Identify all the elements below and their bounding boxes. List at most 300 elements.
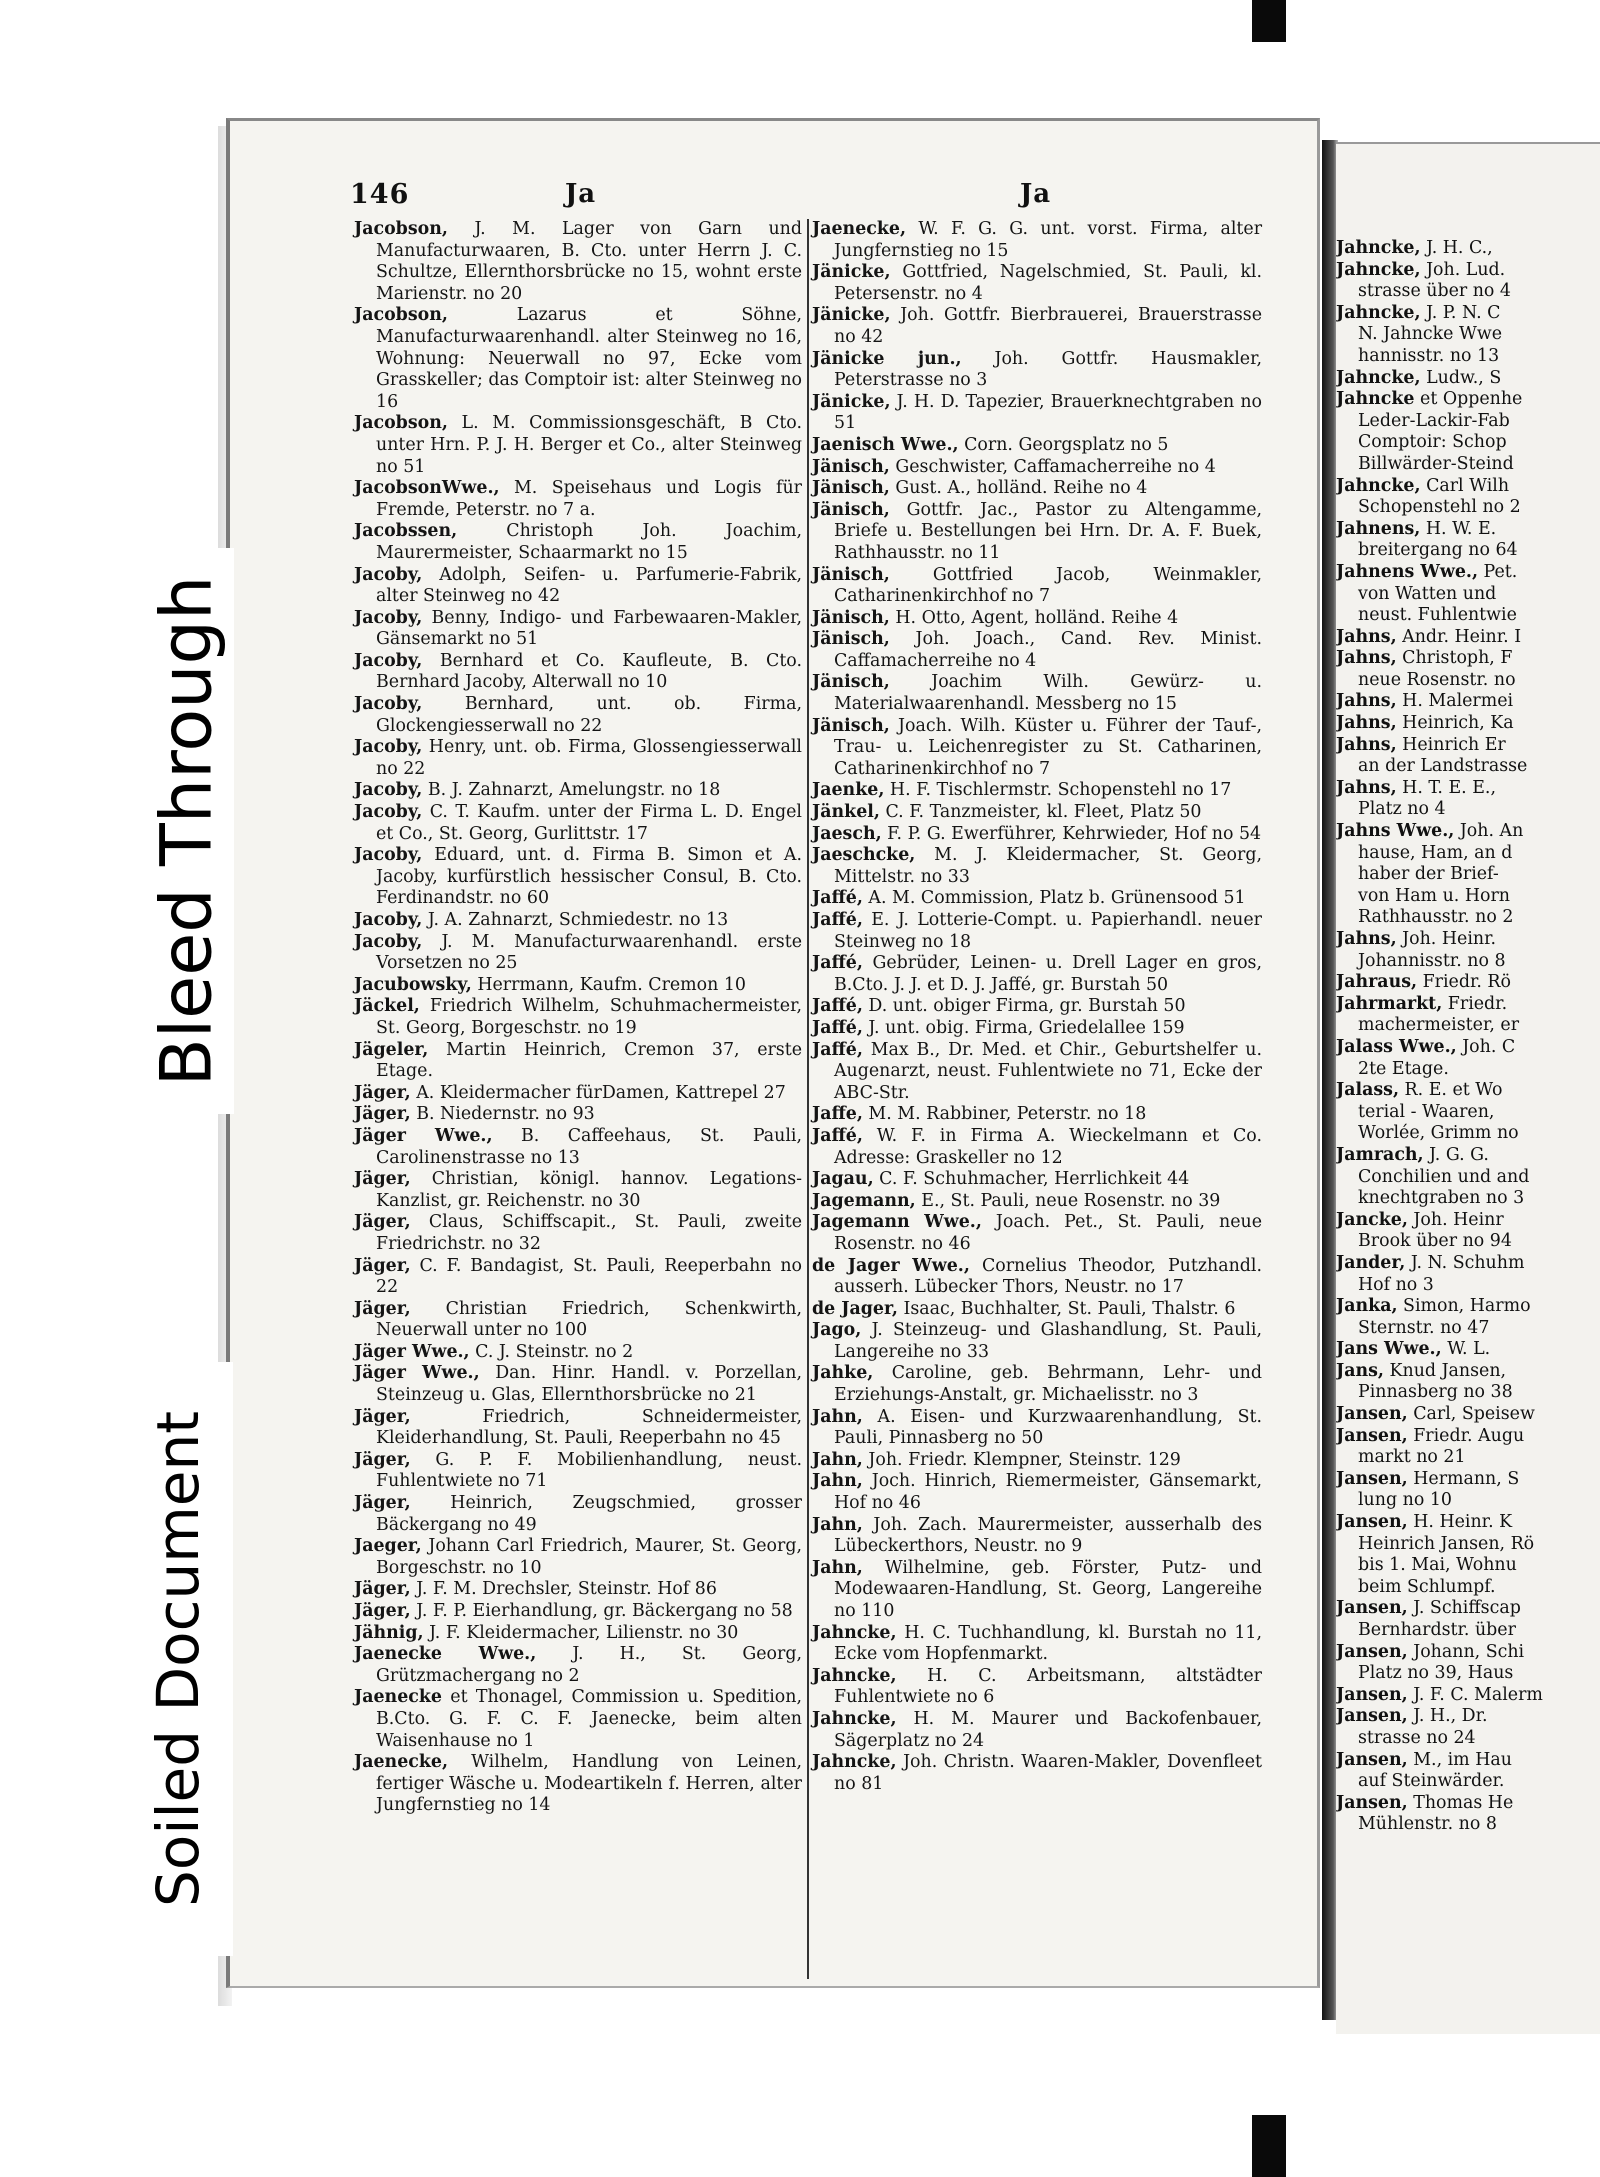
directory-entry: [354, 521, 802, 564]
adjacent-entry-text: Comptoir: Schop: [1358, 432, 1507, 453]
entry-details: H. F. Tischlermstr. Schopenstehl no 17: [889, 780, 1232, 801]
directory-entry: [354, 1644, 802, 1687]
entry-details: Caroline, geb. Behrmann, Lehr- und Erziehungs-Anstalt, gr. Michaelisstr. no 3: [834, 1363, 1262, 1406]
adjacent-page-line: [1336, 1404, 1600, 1426]
adjacent-entry-text: Billwärder-Steind: [1358, 453, 1514, 474]
adjacent-entry-name: Jahncke: [1336, 389, 1415, 410]
entry-name: Jänisch,: [812, 715, 890, 736]
directory-entry: [812, 1299, 1262, 1321]
adjacent-page-line: [1336, 1706, 1600, 1728]
entry-name: Jaffé,: [812, 996, 863, 1017]
entry-name: Jaenecke Wwe.,: [354, 1644, 537, 1665]
entry-name: Jago,: [812, 1320, 862, 1341]
adjacent-entry-text: neust. Fuhlentwie: [1358, 605, 1517, 626]
adjacent-entry-text: Carl, Speisew: [1407, 1404, 1535, 1425]
directory-entry: [354, 413, 802, 478]
entry-name: Jagemann Wwe.,: [812, 1212, 982, 1233]
adjacent-entry-name: Jamrach,: [1336, 1144, 1424, 1165]
entry-details: Bernhard et Co. Kaufleute, B. Cto. Bernhard Jacoby, Alterwall no 10: [376, 650, 803, 693]
entry-details: L. M. Commissionsgeschäft, B Cto. unter Hrn. P. J. H. Berger et Co., alter Steinweg no 51: [376, 413, 802, 477]
entry-details: M. Speisehaus und Logis für Fremde, Peterstr. no 7 a.: [376, 478, 802, 520]
directory-entry: [354, 845, 802, 910]
adjacent-entry-text: Joh. An: [1454, 821, 1524, 842]
entry-details: C. J. Steinstr. no 2: [475, 1341, 634, 1362]
adjacent-entry-name: Jansen,: [1336, 1598, 1408, 1619]
entry-details: J. H., St. Georg, Grützmachergang no 2: [376, 1644, 803, 1686]
adjacent-entry-text: von Watten und: [1358, 583, 1497, 604]
adjacent-page-line: [1336, 1447, 1600, 1469]
entry-details: A. M. Commission, Platz b. Grünensood 51: [868, 888, 1246, 909]
directory-entry: [354, 608, 802, 651]
entry-name: Jahn,: [812, 1557, 863, 1578]
entry-details: G. P. F. Mobilienhandlung, neust. Fuhlentwiete no 71: [376, 1449, 803, 1492]
adjacent-entry-name: Jahns,: [1336, 734, 1397, 755]
entry-name: Jäger Wwe.,: [354, 1363, 480, 1384]
adjacent-page-line: [1336, 1642, 1600, 1664]
entry-name: Jänicke jun.,: [812, 348, 962, 369]
directory-entry: [812, 565, 1262, 608]
adjacent-entry-name: Jahns,: [1336, 777, 1397, 798]
adjacent-page-line: [1336, 1728, 1600, 1750]
adjacent-entry-name: Jansen,: [1336, 1425, 1408, 1446]
entry-details: Joh. Zach. Maurermeister, ausserhalb des Lübeckerthors, Neustr. no 9: [834, 1514, 1262, 1557]
adjacent-entry-name: Jansen,: [1336, 1706, 1408, 1727]
adjacent-entry-text: H. Malermei: [1396, 691, 1514, 712]
entry-details: Gust. A., holländ. Reihe no 4: [895, 478, 1148, 499]
directory-entry: [812, 1623, 1262, 1666]
entry-details: Joh. Christn. Waaren-Makler, Dovenfleet no 81: [834, 1752, 1262, 1794]
directory-entry: [812, 1752, 1262, 1795]
entry-details: J. M. Lager von Garn und Manufacturwaaren, B. Cto. unter Herrn J. C. Schultze, Ellernthorsbrücke no 15, wohnt erste Marienstr. no 20: [376, 219, 802, 304]
adjacent-entry-text: J. H., Dr.: [1407, 1706, 1488, 1727]
adjacent-page-line: [1336, 605, 1600, 627]
entry-name: Jacobson,: [354, 413, 448, 434]
entry-details: B. J. Zahnarzt, Amelungstr. no 18: [427, 780, 721, 801]
entry-details: Joch. Hinrich, Riemermeister, Gänsemarkt, Hof no 46: [834, 1471, 1262, 1514]
adjacent-page-line: [1336, 1037, 1600, 1059]
entry-details: Geschwister, Caffamacherreihe no 4: [895, 456, 1216, 477]
adjacent-entry-name: Jansen,: [1336, 1404, 1408, 1425]
directory-entry: [354, 1687, 802, 1752]
entry-name: Jäger,: [354, 1493, 411, 1514]
adjacent-entry-text: J. N. Schuhm: [1405, 1252, 1525, 1273]
directory-entry: [812, 1363, 1262, 1406]
left-column: [354, 219, 802, 1817]
directory-entry: [354, 1752, 802, 1817]
adjacent-entry-text: haber der Brief-: [1358, 864, 1499, 885]
entry-name: Jäckel,: [354, 996, 420, 1017]
adjacent-entry-text: beim Schlumpf.: [1358, 1576, 1496, 1597]
entry-details: et Thonagel, Commission u. Spedition, B.Cto. G. F. C. F. Jaenecke, beim alten Waisenhause no 1: [376, 1687, 802, 1751]
adjacent-entry-text: Johannisstr. no 8: [1358, 950, 1506, 971]
soiled-document-label: [123, 1362, 233, 1956]
entry-name: Jahncke,: [812, 1665, 897, 1686]
entry-name: Jäger,: [354, 1255, 411, 1276]
entry-name: Jänicke,: [812, 305, 891, 326]
directory-entry: [812, 1515, 1262, 1558]
entry-name: Jaenecke,: [354, 1752, 449, 1773]
adjacent-page-line: [1336, 1059, 1600, 1081]
entry-name: Jahn,: [812, 1406, 863, 1427]
entry-details: M. J. Kleidermacher, St. Georg, Mittelstr. no 33: [834, 845, 1262, 887]
adjacent-page-line: [1336, 303, 1600, 325]
adjacent-entry-name: Jalass Wwe.,: [1336, 1036, 1457, 1057]
adjacent-page-line: [1336, 1339, 1600, 1361]
entry-name: Jahn,: [812, 1449, 863, 1470]
entry-name: Jacoby,: [354, 564, 423, 585]
entry-name: Jänkel,: [812, 802, 880, 823]
adjacent-page-line: [1336, 843, 1600, 865]
entry-name: Jacobssen,: [354, 521, 458, 542]
entry-name: Jaffé,: [812, 1039, 863, 1060]
adjacent-page-line: [1336, 476, 1600, 498]
adjacent-entry-name: Jansen,: [1336, 1641, 1408, 1662]
entry-name: Jänisch,: [812, 564, 890, 585]
directory-entry: [354, 565, 802, 608]
adjacent-entry-name: Jansen,: [1336, 1792, 1408, 1813]
entry-details: Christian, königl. hannov. Legations-Kanzlist, gr. Reichenstr. no 30: [376, 1169, 802, 1211]
adjacent-entry-name: Jalass,: [1336, 1080, 1400, 1101]
directory-entry: [354, 1083, 802, 1105]
entry-name: Jäger,: [354, 1082, 411, 1103]
entry-details: B. Niedernstr. no 93: [416, 1104, 595, 1125]
directory-entry: [354, 996, 802, 1039]
adjacent-page-line: [1336, 368, 1600, 390]
adjacent-entry-name: Jahns,: [1336, 626, 1397, 647]
entry-name: Jänisch,: [812, 607, 890, 628]
entry-name: Jänisch,: [812, 672, 890, 693]
entry-details: J. M. Manufacturwaarenhandl. erste Vorsetzen no 25: [376, 931, 803, 974]
entry-details: Martin Heinrich, Cremon 37, erste Etage.: [376, 1039, 803, 1082]
adjacent-entry-text: J. G. G.: [1423, 1144, 1489, 1165]
adjacent-page-line: [1336, 929, 1600, 951]
entry-details: H. C. Tuchhandlung, kl. Burstah no 11, Ecke vom Hopfenmarkt.: [834, 1622, 1262, 1665]
adjacent-page-line: [1336, 584, 1600, 606]
adjacent-entry-text: terial - Waaren,: [1358, 1101, 1495, 1122]
adjacent-entry-text: von Ham u. Horn: [1358, 885, 1510, 906]
directory-entry: [812, 780, 1262, 802]
entry-name: de Jager,: [812, 1298, 898, 1319]
adjacent-entry-name: Jahnens Wwe.,: [1336, 561, 1479, 582]
entry-name: Jacoby,: [354, 607, 423, 628]
right-column: [812, 219, 1262, 1795]
entry-details: J. F. Kleidermacher, Lilienstr. no 30: [429, 1622, 739, 1643]
entry-details: Heinrich, Zeugschmied, grosser Bäckergang no 49: [376, 1493, 802, 1535]
entry-name: Jacoby,: [354, 845, 423, 866]
directory-entry: [354, 737, 802, 780]
entry-details: Joh. Joach., Cand. Rev. Minist. Caffamacherreihe no 4: [834, 629, 1262, 671]
page-number: 146: [350, 179, 410, 210]
entry-details: Friedrich, Schneidermeister, Kleiderhandlung, St. Pauli, Reeperbahn no 45: [376, 1406, 802, 1449]
adjacent-entry-text: H. Heinr. K: [1407, 1512, 1513, 1533]
entry-name: Jäger,: [354, 1298, 411, 1319]
entry-name: Jacobson,: [354, 305, 448, 326]
directory-entry: [354, 651, 802, 694]
entry-name: Jacoby,: [354, 694, 423, 715]
adjacent-entry-text: strasse no 24: [1358, 1727, 1476, 1748]
entry-name: Jacoby,: [354, 650, 423, 671]
adjacent-entry-text: Bernhardstr. über: [1358, 1620, 1516, 1640]
adjacent-entry-text: lung no 10: [1358, 1490, 1452, 1511]
directory-entry: [812, 1040, 1262, 1105]
directory-entry: [354, 910, 802, 932]
adjacent-page-line: [1336, 281, 1600, 303]
adjacent-page-line: [1336, 1145, 1600, 1167]
adjacent-page-line: [1336, 497, 1600, 519]
entry-name: Jänicke,: [812, 391, 891, 412]
adjacent-page-line: [1336, 1512, 1600, 1534]
entry-details: F. P. G. Ewerführer, Kehrwieder, Hof no 54: [887, 823, 1262, 844]
adjacent-entry-name: Jahrmarkt,: [1336, 993, 1443, 1014]
entry-details: Claus, Schiffscapit., St. Pauli, zweite Friedrichstr. no 32: [376, 1212, 803, 1254]
directory-entry: [812, 716, 1262, 781]
adjacent-page-line: [1336, 432, 1600, 454]
entry-name: JacobsonWwe.,: [354, 478, 500, 499]
directory-entry: [354, 219, 802, 305]
adjacent-entry-text: Christoph, F: [1396, 648, 1513, 669]
entry-name: Jäger,: [354, 1104, 411, 1125]
entry-details: H. Otto, Agent, holländ. Reihe 4: [895, 607, 1179, 628]
adjacent-page-line: [1336, 454, 1600, 476]
entry-details: Isaac, Buchhalter, St. Pauli, Thalstr. 6: [903, 1298, 1236, 1319]
directory-entry: [354, 1601, 802, 1623]
adjacent-entry-name: Jander,: [1336, 1252, 1406, 1273]
adjacent-page-line: [1336, 1814, 1600, 1836]
adjacent-page-line: [1336, 1685, 1600, 1707]
directory-entry: [354, 1040, 802, 1083]
adjacent-entry-name: Jansen,: [1336, 1749, 1408, 1770]
adjacent-entry-text: Pinnasberg no 38: [1358, 1382, 1513, 1403]
directory-entry: [812, 435, 1262, 457]
adjacent-page-line: [1336, 735, 1600, 757]
running-header-right: Ja: [1020, 179, 1052, 209]
entry-name: Jacoby,: [354, 910, 423, 930]
adjacent-page-line: [1336, 1771, 1600, 1793]
adjacent-page-line: [1336, 713, 1600, 735]
adjacent-entry-text: hannisstr. no 13: [1358, 345, 1500, 366]
adjacent-page-line: [1336, 1490, 1600, 1512]
entry-name: Jaenecke: [354, 1687, 442, 1708]
adjacent-page-line: [1336, 778, 1600, 800]
adjacent-entry-text: H. T. E. E.,: [1396, 777, 1496, 798]
adjacent-entry-name: Jahns,: [1336, 691, 1397, 712]
adjacent-entry-name: Jahns,: [1336, 713, 1397, 734]
entry-details: J. Steinzeug- und Glashandlung, St. Pauli, Langereihe no 33: [834, 1320, 1262, 1362]
entry-details: M. M. Rabbiner, Peterstr. no 18: [868, 1104, 1147, 1125]
adjacent-entry-text: M., im Hau: [1407, 1749, 1512, 1770]
column-divider: [807, 219, 809, 1979]
adjacent-entry-text: Leder-Lackir-Fab: [1358, 410, 1510, 431]
entry-details: Lazarus et Söhne, Manufacturwaarenhandl. alter Steinweg no 16, Wohnung: Neuerwall no 97, Ecke vom Grasskeller; das Comptoir ist: alter Steinweg no 16: [376, 305, 802, 412]
directory-entry: [812, 953, 1262, 996]
adjacent-entry-text: Joh. Lud.: [1420, 259, 1506, 280]
entry-name: Jänisch,: [812, 478, 890, 499]
adjacent-page-line: [1336, 1210, 1600, 1232]
directory-entry: [812, 845, 1262, 888]
adjacent-entry-text: J. H. C.,: [1420, 238, 1493, 258]
adjacent-entry-text: Rathhausstr. no 2: [1358, 907, 1514, 928]
directory-entry: [812, 219, 1262, 262]
adjacent-page-line: [1336, 799, 1600, 821]
adjacent-page-line: [1336, 994, 1600, 1016]
adjacent-entry-name: Jahraus,: [1336, 972, 1418, 993]
adjacent-entry-text: Simon, Harmo: [1397, 1296, 1531, 1317]
entry-name: Jäger,: [354, 1579, 411, 1600]
adjacent-page-line: [1336, 1123, 1600, 1145]
entry-details: A. Kleidermacher fürDamen, Kattrepel 27: [416, 1082, 786, 1103]
soiled-document-label-text: Soiled Document: [144, 1411, 213, 1907]
directory-entry: [354, 1169, 802, 1212]
entry-name: Jähnig,: [354, 1622, 424, 1643]
adjacent-entry-name: Jahns,: [1336, 929, 1397, 949]
adjacent-entry-text: Sternstr. no 47: [1358, 1317, 1490, 1338]
entry-details: J. F. P. Eierhandlung, gr. Bäckergang no 58: [416, 1601, 793, 1621]
adjacent-page-line: [1336, 1167, 1600, 1189]
directory-entry: [812, 629, 1262, 672]
adjacent-entry-text: H. W. E.: [1420, 518, 1497, 539]
directory-entry: [812, 672, 1262, 715]
adjacent-entry-name: Jahncke,: [1336, 238, 1421, 258]
adjacent-entry-text: Heinrich, Ka: [1396, 713, 1514, 734]
adjacent-entry-text: strasse über no 4: [1358, 281, 1511, 302]
directory-entry: [812, 262, 1262, 305]
directory-entry: [354, 932, 802, 975]
adjacent-entry-text: Schopenstehl no 2: [1358, 497, 1521, 518]
directory-entry: [812, 1126, 1262, 1169]
entry-details: A. Eisen- und Kurzwaarenhandlung, St. Pauli, Pinnasberg no 50: [834, 1406, 1263, 1449]
adjacent-entry-text: Thomas He: [1407, 1792, 1514, 1813]
adjacent-entry-name: Jahnens,: [1336, 518, 1421, 539]
directory-entry: [812, 392, 1262, 435]
directory-entry: [812, 824, 1262, 846]
entry-details: J. F. M. Drechsler, Steinstr. Hof 86: [416, 1579, 717, 1600]
adjacent-entry-text: J. P. N. C: [1420, 302, 1501, 323]
adjacent-entry-text: R. E. et Wo: [1399, 1080, 1503, 1101]
entry-details: Wilhelm, Handlung von Leinen, fertiger Wäsche u. Modeartikeln f. Herren, alter Jungfernstieg no 14: [376, 1752, 802, 1816]
adjacent-entry-text: Worlée, Grimm no: [1358, 1123, 1519, 1144]
adjacent-page-line: [1336, 1598, 1600, 1620]
adjacent-entry-text: Ludw., S: [1420, 367, 1502, 388]
adjacent-entry-text: et Oppenhe: [1414, 389, 1523, 410]
entry-details: Christoph Joh. Joachim, Maurermeister, Schaarmarkt no 15: [376, 521, 803, 563]
adjacent-entry-text: Heinrich Er: [1396, 734, 1506, 755]
directory-entry: [812, 1450, 1262, 1472]
entry-details: J. A. Zahnarzt, Schmiedestr. no 13: [427, 910, 729, 930]
directory-entry: [354, 1579, 802, 1601]
adjacent-entry-name: Jansen,: [1336, 1468, 1408, 1489]
adjacent-entry-text: neue Rosenstr. no: [1358, 669, 1516, 690]
entry-name: de Jager Wwe.,: [812, 1255, 970, 1276]
directory-entry: [354, 1104, 802, 1126]
adjacent-page-line: [1336, 670, 1600, 692]
directory-entry: [812, 1666, 1262, 1709]
adjacent-entry-name: Jahns,: [1336, 648, 1397, 669]
adjacent-entry-text: Johann, Schi: [1407, 1641, 1525, 1662]
directory-entry: [812, 802, 1262, 824]
entry-name: Jänisch,: [812, 629, 890, 650]
entry-details: Joach. Wilh. Küster u. Führer der Tauf-, Trau- u. Leichenregister zu St. Catharinen, Catharinenkirchhof no 7: [834, 715, 1262, 779]
entry-details: J. H. D. Tapezier, Brauerknechtgraben no 51: [834, 391, 1262, 434]
entry-details: Gottfried, Nagelschmied, St. Pauli, kl. Petersenstr. no 4: [834, 262, 1263, 304]
directory-entry: [812, 1709, 1262, 1752]
directory-entry: [812, 1104, 1262, 1126]
adjacent-page-line: [1336, 864, 1600, 886]
adjacent-entry-text: Platz no 4: [1358, 799, 1446, 820]
entry-name: Jänicke,: [812, 262, 891, 283]
entry-details: Johann Carl Friedrich, Maurer, St. Georg, Borgeschstr. no 10: [376, 1536, 803, 1578]
adjacent-page-line: [1336, 324, 1600, 346]
adjacent-entry-name: Jansen,: [1336, 1512, 1408, 1533]
entry-name: Jahncke,: [812, 1622, 897, 1643]
adjacent-entry-text: machermeister, er: [1358, 1015, 1520, 1036]
adjacent-entry-name: Jahncke,: [1336, 259, 1421, 280]
entry-name: Jaffé,: [812, 1017, 863, 1038]
adjacent-page-line: [1336, 260, 1600, 282]
entry-details: D. unt. obiger Firma, gr. Burstah 50: [868, 996, 1186, 1017]
directory-entry: [354, 1126, 802, 1169]
directory-entry: [354, 1623, 802, 1645]
entry-name: Jänisch,: [812, 456, 890, 477]
directory-entry: [812, 996, 1262, 1018]
entry-details: Dan. Hinr. Handl. v. Porzellan, Steinzeug u. Glas, Ellernthorsbrücke no 21: [376, 1363, 802, 1406]
adjacent-page-line: [1336, 627, 1600, 649]
directory-entry: [812, 457, 1262, 479]
entry-name: Jaenisch Wwe.,: [812, 434, 959, 455]
entry-name: Jäger Wwe.,: [354, 1125, 493, 1146]
entry-details: Joach. Pet., St. Pauli, neue Rosenstr. no 46: [834, 1212, 1263, 1254]
entry-details: Max B., Dr. Med. et Chir., Geburtshelfer u. Augenarzt, neust. Fuhlentwiete no 71, Ecke der ABC-Str.: [834, 1039, 1262, 1103]
entry-details: Eduard, unt. d. Firma B. Simon et A. Jacoby, kurfürstlich hessischer Consul, B. Cto. Ferdinandstr. no 60: [376, 845, 802, 909]
directory-entry: [354, 305, 802, 413]
entry-name: Jäger Wwe.,: [354, 1341, 470, 1362]
adjacent-entry-text: Friedr. Rö: [1417, 972, 1511, 993]
directory-entry: [812, 888, 1262, 910]
entry-name: Jacoby,: [354, 802, 423, 823]
adjacent-page-line: [1336, 411, 1600, 433]
adjacent-page-line: [1336, 1361, 1600, 1383]
adjacent-entry-text: Hof no 3: [1358, 1274, 1434, 1295]
adjacent-entry-text: J. Schiffscap: [1407, 1598, 1521, 1619]
adjacent-entry-name: Jans,: [1336, 1360, 1384, 1381]
directory-entry: [354, 1536, 802, 1579]
adjacent-entry-text: Friedr.: [1442, 993, 1508, 1014]
entry-details: Joh. Friedr. Klempner, Steinstr. 129: [868, 1449, 1181, 1470]
adjacent-entry-text: breitergang no 64: [1358, 540, 1518, 561]
adjacent-page-line: [1336, 907, 1600, 929]
entry-name: Jagau,: [812, 1169, 874, 1190]
adjacent-page-line: [1336, 562, 1600, 584]
adjacent-page-line: [1336, 1015, 1600, 1037]
adjacent-page-line: [1336, 1793, 1600, 1815]
adjacent-entry-name: Jahncke,: [1336, 475, 1421, 496]
entry-name: Jahn,: [812, 1471, 863, 1492]
entry-details: Gottfried Jacob, Weinmakler, Catharinenkirchhof no 7: [834, 564, 1263, 607]
adjacent-page-line: [1336, 1555, 1600, 1577]
entry-details: Joachim Wilh. Gewürz- u. Materialwaarenhandl. Messberg no 15: [834, 672, 1262, 715]
bleed-through-label-text: Bleed Through: [145, 575, 227, 1087]
adjacent-entry-text: N. Jahncke Wwe: [1358, 324, 1503, 345]
adjacent-entry-text: knechtgraben no 3: [1358, 1188, 1525, 1209]
adjacent-entry-name: Jahns Wwe.,: [1336, 821, 1455, 842]
adjacent-entry-name: Jancke,: [1336, 1209, 1408, 1230]
entry-name: Jägeler,: [354, 1039, 429, 1060]
directory-entry: [812, 1320, 1262, 1363]
adjacent-page-line: [1336, 1231, 1600, 1253]
directory-entry: [354, 694, 802, 737]
directory-entry: [812, 1191, 1262, 1213]
adjacent-page-line: [1336, 1750, 1600, 1772]
entry-name: Jaeschcke,: [812, 845, 916, 866]
